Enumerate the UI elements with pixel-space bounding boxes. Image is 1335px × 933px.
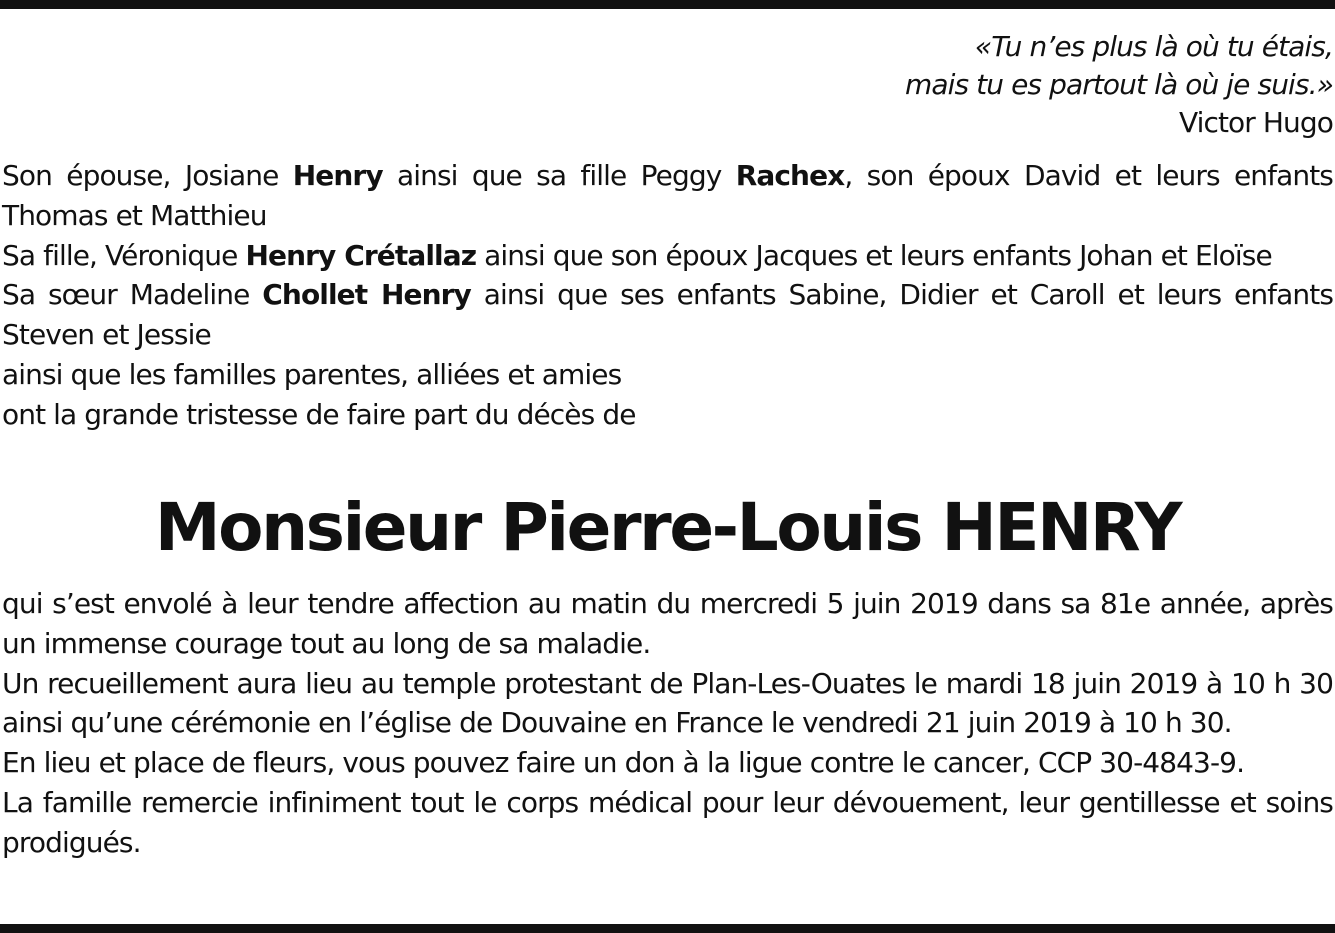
- family-surname: Chollet Henry: [262, 278, 471, 312]
- epigraph-quote: [905, 28, 1333, 142]
- family-entry-daughter: [2, 236, 1333, 276]
- deceased-name: Monsieur Pierre-Louis HENRY: [154, 489, 1181, 566]
- top-border-rule: [0, 0, 1335, 9]
- family-text: Sa fille, Véronique: [2, 238, 246, 272]
- family-text: ainsi que ses enfants Sabine, Didier et Caroll et leurs enfants Steven et Jessie: [2, 278, 1334, 352]
- relatives-line: ainsi que les familles parentes, alliées et amies: [2, 357, 622, 391]
- bottom-border-rule: [0, 924, 1335, 933]
- announcement-line: ont la grande tristesse de faire part du décès de: [2, 397, 636, 431]
- details-paragraph-passing: qui s’est envolé à leur tendre affection au matin du mercredi 5 juin 2019 dans sa 81e année, après un immense courage tout au long de sa maladie.: [2, 587, 1333, 660]
- details-paragraph-ceremony: Un recueillement aura lieu au temple protestant de Plan-Les-Ouates le mardi 18 juin 2019 à 10 h 30 ainsi qu’une cérémonie en l’église de Douvaine en France le vendredi 21 juin 2019 à 10 h 30.: [2, 666, 1333, 740]
- family-surname: Henry Crétallaz: [245, 238, 477, 272]
- family-text: ainsi que son époux Jacques et leurs enfants Johan et Eloïse: [476, 238, 1272, 272]
- quote-line-2: mais tu es partout là où je suis.»: [904, 68, 1333, 101]
- family-text: , son époux David et leurs enfants Thomas et Matthieu: [2, 159, 1333, 232]
- family-text: Son épouse, Josiane: [2, 159, 293, 192]
- family-entry-sister: [2, 275, 1333, 355]
- family-entry-spouse: [2, 156, 1333, 236]
- family-text: ainsi que sa fille Peggy: [382, 159, 736, 192]
- family-surname: Henry: [292, 159, 383, 192]
- obituary-details: [2, 584, 1333, 863]
- family-list: [2, 156, 1333, 435]
- family-text: Sa sœur Madeline: [2, 278, 263, 312]
- quote-author: Victor Hugo: [1178, 106, 1333, 139]
- family-surname: Rachex: [735, 159, 845, 192]
- details-paragraph-thanks: La famille remercie infiniment tout le corps médical pour leur dévouement, leur gentillesse et soins prodigués.: [2, 785, 1333, 859]
- quote-line-1: «Tu n’es plus là où tu étais,: [974, 30, 1333, 63]
- details-paragraph-donation: En lieu et place de fleurs, vous pouvez faire un don à la ligue contre le cancer, CCP 30-4843-9.: [2, 746, 1245, 780]
